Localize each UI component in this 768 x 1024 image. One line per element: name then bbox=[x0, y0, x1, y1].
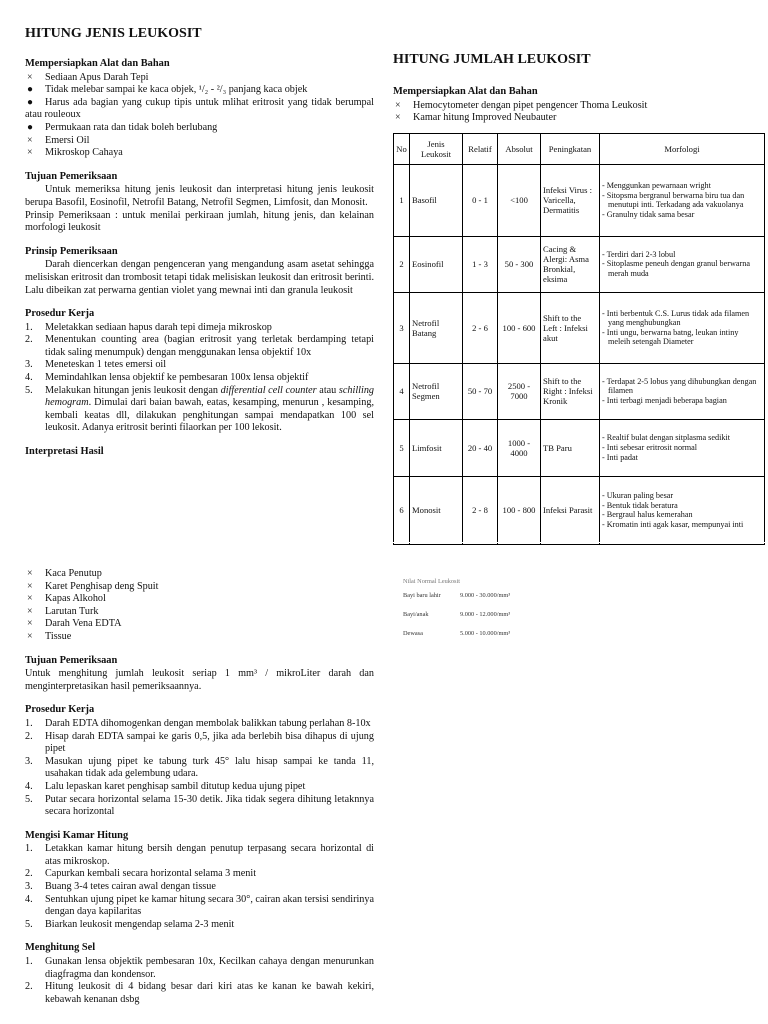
item5-text-c: . Dimulai dari baian bawah, eatas, kesamping, menurun , kesamping, kembali keatas dll, dilakukan penghitungan sampai mendapatkan 100 sel leukosit. Adanya eritrosit berinti filaorkan per 100 lekosit. bbox=[45, 397, 374, 434]
left-top-column bbox=[25, 26, 374, 470]
list-item bbox=[25, 135, 374, 148]
right-top-column bbox=[393, 52, 766, 545]
morfologi-line: - Bentuk tidak beratura bbox=[602, 500, 678, 510]
cell-morfologi bbox=[600, 292, 765, 363]
table-row bbox=[394, 419, 765, 476]
list-item bbox=[25, 606, 374, 619]
cross-bullet-icon: × bbox=[27, 605, 33, 617]
list-item-text: Biarkan leukosit mengendap selama 2-3 menit bbox=[45, 918, 235, 930]
list-item-text: Sediaan Apus Darah Tepi bbox=[45, 71, 149, 83]
cell-morfologi bbox=[600, 164, 765, 236]
list-item-text: Buang 3-4 tetes cairan awal dengan tissue bbox=[45, 881, 216, 893]
morfologi-line: - Bergraul halus kemerahan bbox=[602, 510, 693, 520]
list-item-text: Darah Vena EDTA bbox=[45, 618, 122, 630]
section-tujuan-2 bbox=[25, 655, 374, 694]
heading-prinsip: Prinsip Pemeriksaan bbox=[25, 245, 118, 257]
heading-menghitung: Menghitung Sel bbox=[25, 942, 96, 954]
section-prinsip bbox=[25, 246, 374, 297]
list-item bbox=[25, 631, 374, 644]
table-header-cell: Morfologi bbox=[600, 133, 765, 164]
cell-morfologi bbox=[600, 236, 765, 292]
cell-absolut: 1000 - 4000 bbox=[498, 419, 541, 476]
list-item-text: Sentuhkan ujung pipet ke kamar hitung secara 30°, cairan akan tersisi sendirinya dengan daya kapilaritas bbox=[45, 893, 374, 918]
list-item-text: Letakkan kamar hitung bersih dengan penutup terpasang secara horizontal di atas mikroskop. bbox=[45, 843, 374, 867]
cross-bullet-icon: × bbox=[27, 580, 33, 592]
cell-morfologi bbox=[600, 363, 765, 419]
list-item bbox=[25, 334, 374, 359]
list-item-text: Permukaan rata dan tidak boleh berlubang bbox=[45, 121, 218, 133]
prinsip-paragraph: Darah diencerkan dengan pengenceran yang mengandung asam asetat sehingga melisiskan eritrosit dan trombosit tetapi tidak melisiskan leukosit dan eritrosit berinti. Lalu dibeikan zat perwarna gentian violet yang mewnai inti dan granula leukosit bbox=[25, 259, 374, 296]
section-mengisi bbox=[25, 830, 374, 932]
list-item-text: Karet Penghisap deng Spuit bbox=[45, 580, 159, 592]
list-item-text: Hisap darah EDTA sampai ke garis 0,5, jika ada berlebih bisa dihapus di ujung pipet bbox=[45, 730, 374, 755]
list-item-text: Menentukan counting area (bagian eritrosit yang terletak berdamping tetapi tidak saling menumpuk) dengan menggunakan lensa objektif 10x bbox=[45, 334, 374, 358]
morfologi-line: - Inti sebesar eritrosit normal bbox=[602, 442, 698, 452]
list-item bbox=[25, 894, 374, 919]
table-row bbox=[394, 476, 765, 544]
morfologi-line: - Realtif bulat dengan sitplasma sedikit bbox=[602, 433, 731, 443]
morfologi-line: - Menggunkan pewarnaan wright bbox=[602, 181, 711, 191]
heading-interpretasi: Interpretasi Hasil bbox=[25, 446, 104, 458]
heading-alat-bahan-right: Mempersiapkan Alat dan Bahan bbox=[393, 86, 538, 97]
cross-bullet-icon: × bbox=[395, 99, 401, 111]
prinsip-note: Prinsip Pemeriksaan : untuk menilai perkiraan jumlah, hitung jenis, dan kelainan morfologi leukosit bbox=[25, 209, 374, 234]
list-item-text: Kamar hitung Improved Neubauter bbox=[413, 112, 557, 124]
item-number: 2. bbox=[25, 868, 33, 880]
cell-relatif: 2 - 6 bbox=[463, 292, 498, 363]
cross-bullet-icon: × bbox=[27, 71, 33, 83]
cell-peningkatan: Infeksi Parasit bbox=[541, 476, 600, 544]
list-item bbox=[25, 794, 374, 819]
cross-bullet-icon: × bbox=[27, 568, 33, 579]
cell-no: 5 bbox=[394, 419, 410, 476]
page-title-hitung-jenis: HITUNG JENIS LEUKOSIT bbox=[25, 26, 202, 41]
morfologi-line: - Granulny tidak sama besar bbox=[602, 209, 695, 219]
table-row bbox=[394, 363, 765, 419]
cell-peningkatan: TB Paru bbox=[541, 419, 600, 476]
heading-tujuan-2: Tujuan Pemeriksaan bbox=[25, 654, 118, 666]
table-header-cell: Peningkatan bbox=[541, 133, 600, 164]
cross-bullet-icon: × bbox=[27, 147, 33, 159]
cross-bullet-icon: × bbox=[395, 112, 401, 124]
list-item bbox=[25, 322, 374, 335]
list-alat-bahan-right bbox=[393, 100, 766, 125]
list-prosedur-item5 bbox=[25, 385, 374, 435]
bullet-icon: ● bbox=[27, 121, 34, 133]
item-number: 3. bbox=[25, 881, 33, 893]
list-alat-lanjutan bbox=[25, 568, 374, 644]
list-item-text: Meletakkan sediaan hapus darah tepi dimeja mikroskop bbox=[45, 321, 272, 333]
section-alat-lanjutan bbox=[25, 568, 374, 644]
nilai-label: Bayi baru lahir bbox=[403, 591, 441, 599]
cell-jenis: Basofil bbox=[410, 164, 463, 236]
list-item-text: Hemocytometer dengan pipet pengencer Thoma Leukosit bbox=[413, 99, 648, 111]
item-number: 3. bbox=[25, 755, 33, 767]
heading-prosedur-2: Prosedur Kerja bbox=[25, 704, 95, 716]
item-number: 1. bbox=[25, 321, 33, 333]
cross-bullet-icon: × bbox=[27, 618, 33, 630]
cell-jenis: Netrofil Batang bbox=[410, 292, 463, 363]
cell-peningkatan: Cacing & Alergi: Asma Bronkial, eksima bbox=[541, 236, 600, 292]
section-menghitung bbox=[25, 942, 374, 1006]
list-item bbox=[25, 359, 374, 372]
table-row bbox=[394, 164, 765, 236]
list-item-text: Mikroskop Cahaya bbox=[45, 147, 123, 159]
list-item bbox=[25, 956, 374, 981]
morfologi-line: - Sitopsma bergranul berwarna biru tua dan menutupi inti. Terkadang ada vakuolanya bbox=[602, 190, 745, 210]
cell-no: 6 bbox=[394, 476, 410, 544]
list-item-text: Tidak melebar sampai ke kaca objek, ¹/₂ - ²/₃ panjang kaca objek bbox=[45, 84, 308, 96]
list-item bbox=[25, 881, 374, 894]
list-item bbox=[25, 868, 374, 881]
nilai-value: 5.000 - 10.000/mm³ bbox=[460, 629, 511, 637]
section-interpretasi bbox=[25, 446, 374, 459]
list-item bbox=[25, 84, 374, 97]
morfologi-line: - Inti padat bbox=[602, 452, 638, 462]
list-item bbox=[25, 581, 374, 594]
cell-jenis: Limfosit bbox=[410, 419, 463, 476]
list-item bbox=[25, 147, 374, 160]
list-item bbox=[25, 981, 374, 1006]
cell-no: 4 bbox=[394, 363, 410, 419]
cell-jenis: Eosinofil bbox=[410, 236, 463, 292]
list-item bbox=[25, 756, 374, 781]
morfologi-line: - Inti terbagi menjadi beberapa bagian bbox=[602, 396, 727, 406]
cell-relatif: 20 - 40 bbox=[463, 419, 498, 476]
list-item bbox=[25, 843, 374, 868]
cell-absolut: 100 - 800 bbox=[498, 476, 541, 544]
list-item-text: Gunakan lensa objektik pembesaran 10x, Kecilkan cahaya dengan menurunkan diagfragma dan kondensor. bbox=[45, 956, 374, 980]
heading-tujuan: Tujuan Pemeriksaan bbox=[25, 170, 118, 182]
nilai-row bbox=[403, 586, 510, 605]
cell-no: 1 bbox=[394, 164, 410, 236]
left-bottom-column bbox=[25, 568, 374, 1017]
list-item-text: Lalu lepaskan karet penghisap sambil ditutup kedua ujung pipet bbox=[45, 780, 306, 792]
list-alat-bahan bbox=[25, 72, 374, 160]
table-header-cell: Jenis Leukosit bbox=[410, 133, 463, 164]
section-alat-bahan bbox=[25, 58, 374, 160]
list-item bbox=[25, 97, 374, 122]
tujuan-paragraph: Untuk memeriksa hitung jenis leukosit dan interpretasi hitung jenis leukosit berupa Basofil, Eosinofil, Netrofil Batang, Netrofil Segmen, Limfosit, dan Monosit. bbox=[25, 184, 374, 208]
list-mengisi bbox=[25, 843, 374, 931]
section-prosedur-2 bbox=[25, 704, 374, 818]
list-prosedur bbox=[25, 322, 374, 385]
list-item-text: Memindahlkan lensa objektif ke pembesaran 100x lensa objektif bbox=[45, 372, 309, 384]
morfologi-line: - Inti berbentuk C.S. Lurus tidak ada filamen yang menghubungkan bbox=[602, 308, 750, 328]
list-item bbox=[393, 112, 766, 125]
item-number: 1. bbox=[25, 717, 33, 729]
list-item bbox=[25, 372, 374, 385]
table-header-cell: Absolut bbox=[498, 133, 541, 164]
list-prosedur-2 bbox=[25, 718, 374, 819]
cell-peningkatan: Shift to the Left : Infeksi akut bbox=[541, 292, 600, 363]
cell-relatif: 1 - 3 bbox=[463, 236, 498, 292]
item-number: 2. bbox=[25, 981, 33, 993]
heading-alat-bahan: Mempersiapkan Alat dan Bahan bbox=[25, 58, 170, 69]
cross-bullet-icon: × bbox=[27, 630, 33, 642]
table-header-cell: Relatif bbox=[463, 133, 498, 164]
bullet-icon: ● bbox=[27, 96, 34, 108]
nilai-value: 9.000 - 30.000/mm³ bbox=[460, 591, 511, 599]
list-item-text: Harus ada bagian yang cukup tipis untuk mlihat eritrosit yang tidak berumpal atau rouleoux bbox=[25, 96, 374, 121]
cell-absolut: 100 - 600 bbox=[498, 292, 541, 363]
item-number: 1. bbox=[25, 843, 33, 855]
list-item-text: Darah EDTA dihomogenkan dengan membolak balikkan tabung perlahan 8-10x bbox=[45, 717, 371, 729]
table-row bbox=[394, 236, 765, 292]
cross-bullet-icon: × bbox=[27, 134, 33, 146]
cell-absolut: 2500 - 7000 bbox=[498, 363, 541, 419]
list-item-text: Tissue bbox=[45, 630, 72, 642]
morfologi-line: - Terdiri dari 2-3 lobul bbox=[602, 249, 676, 259]
item5-italic-1: differential cell counter bbox=[220, 384, 317, 396]
nilai-row bbox=[403, 624, 510, 643]
list-item bbox=[25, 718, 374, 731]
section-prosedur bbox=[25, 308, 374, 435]
list-item-text: Meneteskan 1 tetes emersi oil bbox=[45, 359, 167, 371]
cell-relatif: 0 - 1 bbox=[463, 164, 498, 236]
cell-relatif: 2 - 8 bbox=[463, 476, 498, 544]
item5-text-a: Melakukan hitungan jenis leukosit dengan bbox=[45, 384, 221, 396]
item-number: 3. bbox=[25, 359, 33, 371]
page-title-hitung-jumlah: HITUNG JUMLAH LEUKOSIT bbox=[393, 52, 591, 67]
table-header-row bbox=[394, 133, 765, 164]
list-item bbox=[25, 593, 374, 606]
list-item bbox=[25, 568, 374, 581]
cell-absolut: <100 bbox=[498, 164, 541, 236]
cell-morfologi bbox=[600, 476, 765, 544]
nilai-row bbox=[403, 605, 510, 624]
cell-morfologi bbox=[600, 419, 765, 476]
item-number: 5. bbox=[25, 918, 33, 930]
list-item bbox=[393, 100, 766, 113]
item5-text-b: atau bbox=[316, 384, 339, 396]
morfologi-table bbox=[393, 133, 765, 545]
nilai-normal-header: Nilai Normal Leukosit bbox=[403, 578, 461, 585]
list-item-text: Kaca Penutup bbox=[45, 568, 102, 579]
item5-italic-2: schilling hemogram bbox=[45, 384, 375, 409]
cross-bullet-icon: × bbox=[27, 593, 33, 605]
list-item-text: Emersi Oil bbox=[45, 134, 90, 146]
item-number: 5. bbox=[25, 384, 33, 396]
morfologi-line: - Terdapat 2-5 lobus yang dihubungkan dengan filamen bbox=[602, 376, 757, 396]
item-number: 4. bbox=[25, 372, 33, 384]
list-item bbox=[25, 781, 374, 794]
cell-peningkatan: Infeksi Virus : Varicella, Dermatitis bbox=[541, 164, 600, 236]
table-header-cell: No bbox=[394, 133, 410, 164]
bullet-icon: ● bbox=[27, 84, 34, 96]
section-tujuan bbox=[25, 171, 374, 235]
list-item bbox=[25, 72, 374, 85]
list-item-text: Capurkan kembali secara horizontal selama 3 menit bbox=[45, 868, 257, 880]
nilai-normal-block bbox=[403, 578, 510, 643]
item-number: 5. bbox=[25, 793, 33, 805]
item-number: 4. bbox=[25, 780, 33, 792]
list-item-text: Larutan Turk bbox=[45, 605, 99, 617]
list-item-text: Kapas Alkohol bbox=[45, 593, 106, 605]
list-item-text: Putar secara horizontal selama 15-30 detik. Jika tidak segera dihitung letaknnya secara horizontal bbox=[45, 793, 374, 818]
cell-no: 2 bbox=[394, 236, 410, 292]
list-item-text: Masukan ujung pipet ke tabung turk 45° lalu hisap sampai ke tanda 11, usahakan tidak ada gelembung udara. bbox=[45, 755, 374, 780]
nilai-value: 9.000 - 12.000/mm³ bbox=[460, 610, 511, 618]
morfologi-line: - Inti ungu, berwarna batng, leukan intiny meleih setengah Diameter bbox=[602, 327, 739, 347]
page-break-divider bbox=[393, 542, 766, 543]
list-item bbox=[25, 122, 374, 135]
heading-prosedur: Prosedur Kerja bbox=[25, 308, 95, 320]
list-item bbox=[25, 385, 374, 435]
cell-jenis: Monosit bbox=[410, 476, 463, 544]
heading-mengisi: Mengisi Kamar Hitung bbox=[25, 829, 129, 841]
list-menghitung bbox=[25, 956, 374, 1006]
morfologi-line: - Ukuran paling besar bbox=[602, 491, 674, 501]
nilai-label: Bayi/anak bbox=[403, 610, 429, 618]
cell-absolut: 50 - 300 bbox=[498, 236, 541, 292]
item-number: 1. bbox=[25, 956, 33, 968]
table-row bbox=[394, 292, 765, 363]
list-item bbox=[25, 731, 374, 756]
nilai-label: Dewasa bbox=[403, 629, 423, 637]
cell-peningkatan: Shift to the Right : Infeksi Kronik bbox=[541, 363, 600, 419]
item-number: 2. bbox=[25, 334, 33, 346]
cell-relatif: 50 - 70 bbox=[463, 363, 498, 419]
list-item bbox=[25, 919, 374, 932]
morfologi-line: - Sitoplasme peneuh dengan granul berwarna merah muda bbox=[602, 259, 751, 279]
tujuan-paragraph-2: Untuk menghitung jumlah leukosit seriap 1 mm³ / mikroLiter darah dan menginterpretasikan hasil pemeriksaannya. bbox=[25, 668, 374, 692]
cell-no: 3 bbox=[394, 292, 410, 363]
list-item-text: Hitung leukosit di 4 bidang besar dari kiri atas ke kanan ke bawah kekiri, kebawah kenanan dsbg bbox=[45, 981, 374, 1005]
morfologi-line: - Kromatin inti agak kasar, mempunyai inti bbox=[602, 519, 744, 529]
item-number: 2. bbox=[25, 730, 33, 742]
item-number: 4. bbox=[25, 893, 33, 905]
cell-jenis: Netrofil Segmen bbox=[410, 363, 463, 419]
list-item bbox=[25, 618, 374, 631]
